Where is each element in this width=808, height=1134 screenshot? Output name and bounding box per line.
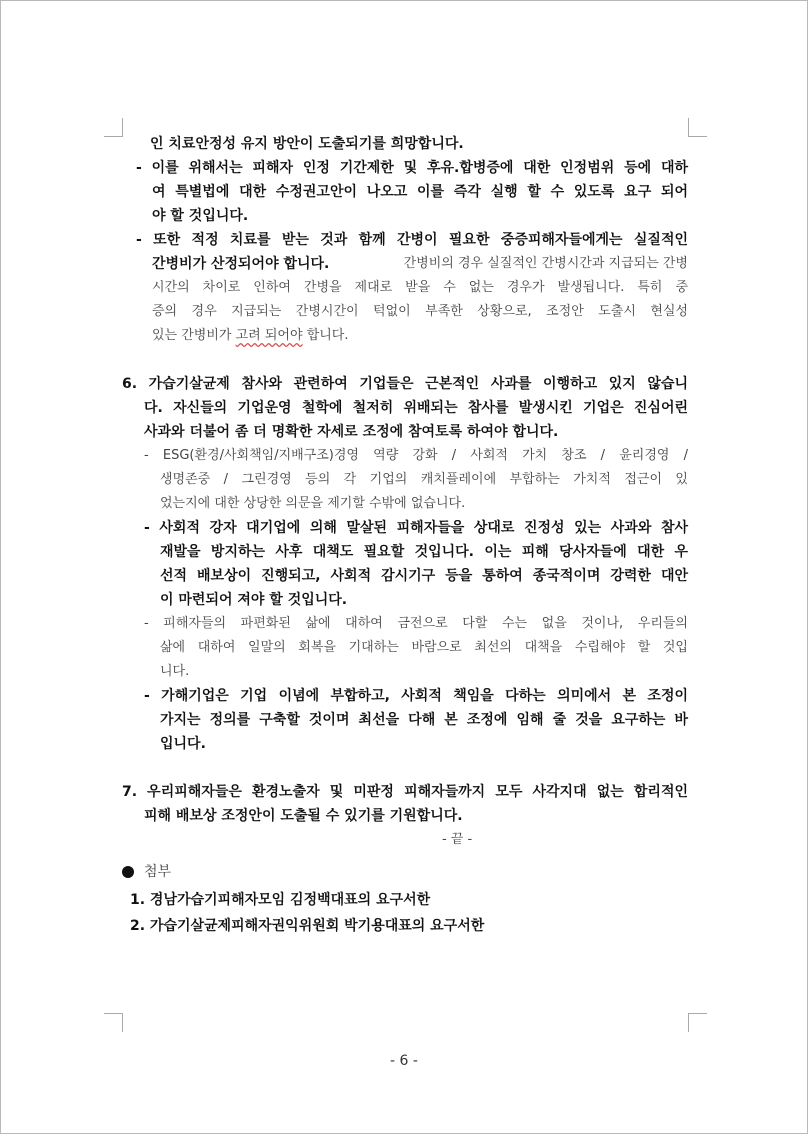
- text-line: - 또한 적정 치료를 받는 것과 함께 간병이 필요한 중증피해자들에게는 실질적인: [136, 232, 688, 248]
- text-line: 이 마련되어 져야 할 것입니다.: [160, 592, 348, 608]
- text-line: - 피해자들의 파편화된 삶에 대하여 금전으로 다할 수는 없을 것이나, 우리들의: [144, 616, 688, 631]
- bullet-icon: [122, 866, 134, 878]
- text-line: 삶에 대하여 일말의 회복을 기대하는 바람으로 최선의 대책을 수립해야 할 것입: [160, 640, 688, 655]
- text-bold-segment: 간병비가 산정되어야 합니다.: [152, 256, 330, 272]
- text-line: 생명존중 / 그린경영 등의 각 기업의 캐치플레이에 부합하는 가치적 접근이 있: [160, 472, 688, 487]
- text-line: 다. 자신들의 기업운영 철학에 철저히 위배되는 참사를 발생시킨 기업은 진심어린: [144, 400, 688, 416]
- crop-mark-top-right: [688, 118, 707, 137]
- text-line: 여 특별법에 대한 수정권고안이 나오고 이를 즉각 실행 할 수 있도록 요구 되어: [152, 184, 688, 200]
- text-line: 사과와 더불어 좀 더 명확한 자세로 조정에 참여토록 하여야 합니다.: [144, 424, 559, 440]
- attachment-heading: 첨부: [144, 864, 172, 880]
- crop-mark-bottom-left: [104, 1013, 123, 1032]
- text-line: 증의 경우 지급되는 간병시간이 턱없이 부족한 상황으로, 조정안 도출시 현실성: [152, 304, 688, 319]
- end-mark: - 끝 -: [442, 832, 473, 847]
- text-segment: 합니다.: [302, 328, 349, 343]
- text-line: 었는지에 대한 상당한 의문을 제기할 수밖에 없습니다.: [160, 496, 466, 511]
- text-line: - 사회적 강자 대기업에 의해 말살된 피해자들을 상대로 진정성 있는 사과와 참사: [144, 520, 688, 536]
- text-line: - 가해기업은 기업 이념에 부합하고, 사회적 책임을 다하는 의미에서 본 조정이: [144, 688, 688, 704]
- text-normal-segment: 간병비의 경우 실질적인 간병시간과 지급되는 간병: [403, 256, 688, 271]
- spellcheck-flagged-text: 고려 되어야: [235, 328, 303, 343]
- text-line: 재발을 방지하는 사후 대책도 필요할 것입니다. 이는 피해 당사자들에 대한 우: [160, 544, 688, 560]
- text-line: 시간의 차이로 인하여 간병을 제대로 받을 수 없는 경우가 발생됩니다. 특히 중: [152, 280, 688, 295]
- text-line: - 이를 위해서는 피해자 인정 기간제한 및 후유.합병증에 대한 인정범위 등에 대하: [136, 160, 688, 176]
- page-number: - 6 -: [390, 1053, 418, 1069]
- attachment-item: 2. 가습기살균제피해자권익위원회 박기용대표의 요구서한: [130, 918, 485, 934]
- crop-mark-top-left: [104, 118, 123, 137]
- text-line-mixed: [152, 254, 688, 274]
- attachment-item: 1. 경남가습기피해자모임 김정백대표의 요구서한: [130, 892, 431, 908]
- text-line: 피해 배보상 조정안이 도출될 수 있기를 기원합니다.: [144, 808, 463, 824]
- text-line: 선적 배보상이 진행되고, 사회적 감시기구 등을 통하여 종국적이며 강력한 대안: [160, 568, 688, 584]
- text-line: - ESG(환경/사회책임/지배구조)경영 역량 강화 / 사회적 가치 창조 / 윤리경영 /: [144, 448, 688, 463]
- text-line: 입니다.: [160, 736, 206, 752]
- text-line: 니다.: [160, 664, 190, 679]
- text-line: 6. 가습기살균제 참사와 관련하여 기업들은 근본적인 사과를 이행하고 있지 않습니: [122, 376, 688, 392]
- crop-mark-bottom-right: [688, 1013, 707, 1032]
- text-line: 7. 우리피해자들은 환경노출자 및 미판정 피해자들까지 모두 사각지대 없는 합리적인: [122, 784, 688, 800]
- text-line: 인 치료안정성 유지 방안이 도출되기를 희망합니다.: [150, 136, 464, 152]
- text-line-mixed: [152, 326, 349, 346]
- text-line: 가지는 정의를 구축할 것이며 최선을 다해 본 조정에 임해 줄 것을 요구하는 바: [160, 712, 688, 728]
- text-segment: 있는 간병비가: [152, 328, 236, 343]
- text-line: 야 할 것입니다.: [152, 208, 249, 224]
